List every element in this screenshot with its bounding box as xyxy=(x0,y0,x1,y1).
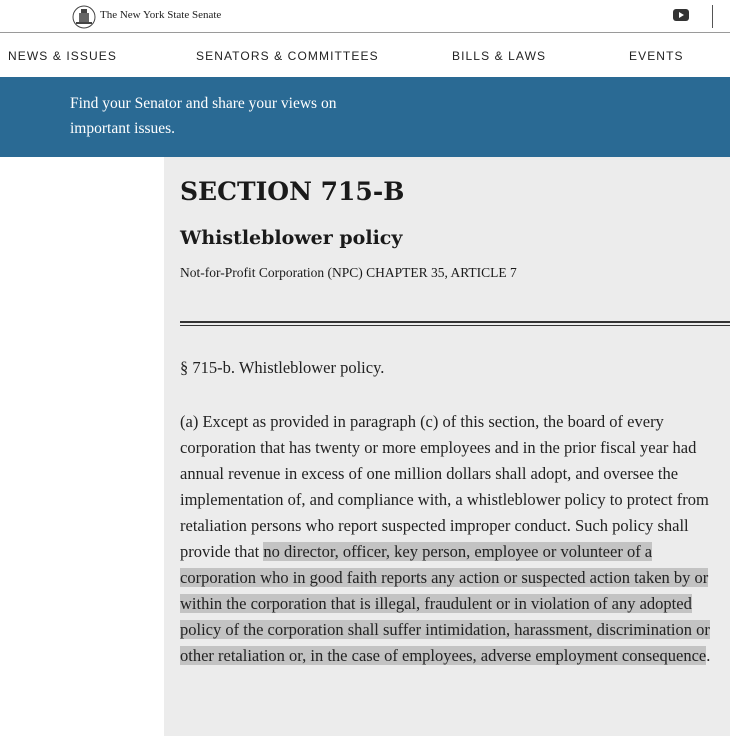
youtube-icon[interactable] xyxy=(673,9,689,21)
main-nav xyxy=(0,34,730,77)
find-senator-banner[interactable] xyxy=(0,77,730,157)
law-heading: § 715-b. Whistleblower policy. xyxy=(180,358,385,377)
nav-events[interactable]: EVENTS xyxy=(629,49,684,63)
banner-text[interactable]: Find your Senator and share your views on important issues. xyxy=(70,95,337,137)
nav-senators-committees[interactable]: SENATORS & COMMITTEES xyxy=(196,49,379,63)
law-title: Whistleblower policy xyxy=(180,227,403,249)
section-title: SECTION 715-B xyxy=(180,177,405,206)
paragraph-text: (a) Except as provided in paragraph (c) of this section, the board of every corporation that has twenty or more employees and in the prior fiscal year had annual revenue in excess of one million dollars shall adopt, and oversee the implementation of, and compliance with, a whistleblower policy to protect from retaliation persons who report suspected improper conduct. Such policy shall provide that xyxy=(180,412,709,561)
site-header xyxy=(0,0,730,33)
nys-senate-seal-icon[interactable] xyxy=(72,5,96,29)
law-paragraph-a xyxy=(180,409,720,669)
law-content xyxy=(164,157,730,736)
header-divider xyxy=(712,5,713,28)
highlighted-text-selection[interactable]: no director, officer, key person, employee or volunteer of a corporation who in good faith reports any action or suspected action taken by or within the corporation that is illegal, fraudulent or in violation of any adopted policy of the corporation shall suffer intimidation, harassment, discrimination or other retaliation or, in the case of employees, adverse employment consequence xyxy=(180,542,710,665)
chapter-reference[interactable]: Not-for-Profit Corporation (NPC) CHAPTER 35, ARTICLE 7 xyxy=(180,265,517,280)
divider-rule xyxy=(180,321,730,323)
paragraph-end: . xyxy=(706,646,711,665)
nav-news-issues[interactable]: NEWS & ISSUES xyxy=(8,49,117,63)
nav-bills-laws[interactable]: BILLS & LAWS xyxy=(452,49,547,63)
divider-rule-thin xyxy=(180,325,730,326)
site-name[interactable]: The New York State Senate xyxy=(100,9,222,21)
